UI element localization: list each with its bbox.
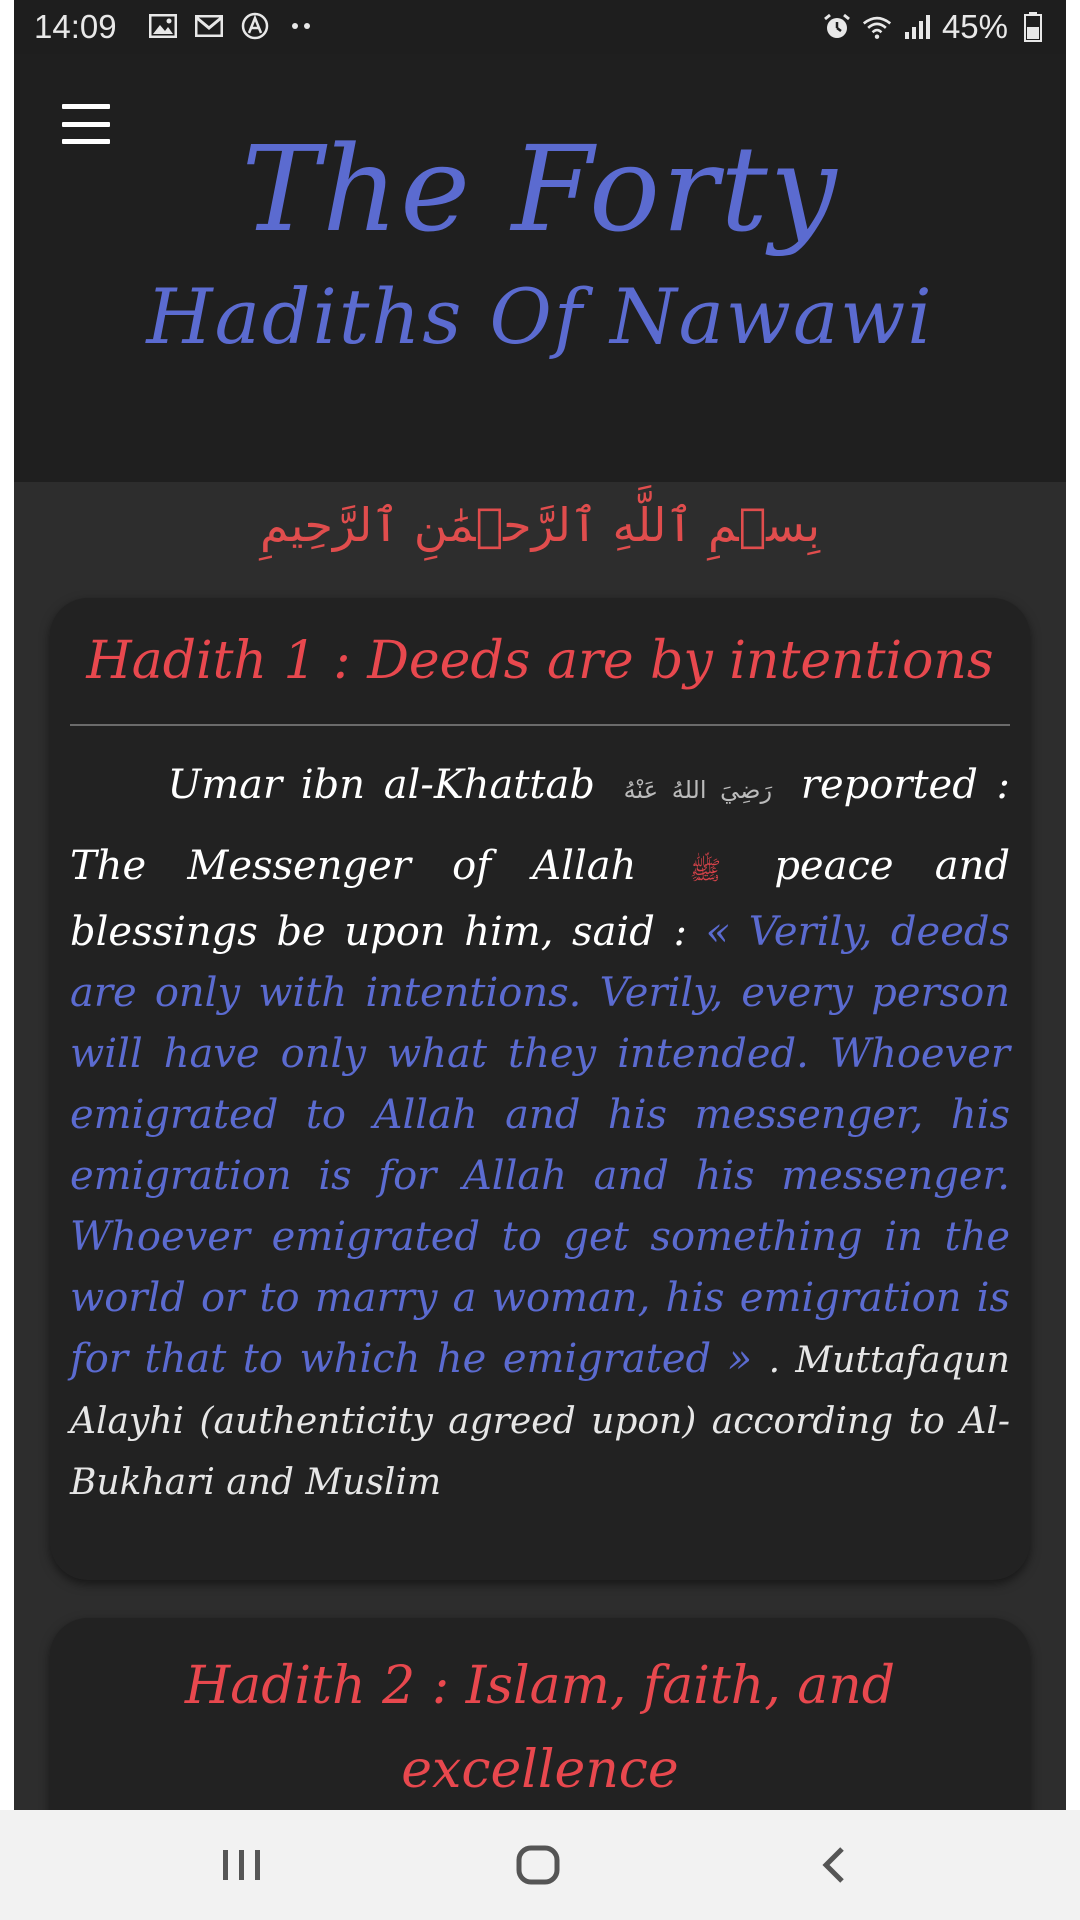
hadith-source: . Muttafaqun Alayhi (authenticity agreed upon) according to Al-Bukhari and Muslim bbox=[70, 1340, 1010, 1503]
narrator-honorific: رَضِيَ اللهُ عَنْهُ bbox=[623, 776, 773, 804]
gallery-icon bbox=[148, 12, 178, 40]
hadith-narrator bbox=[70, 762, 1010, 808]
basmala-calligraphy: بِسۡمِ ٱللَّهِ ٱلرَّحۡمَٰنِ ٱلرَّحِيمِ bbox=[259, 498, 821, 552]
hadith-body bbox=[70, 836, 1010, 1512]
hadith-intro-end: peace and blessings be upon him, said : bbox=[70, 843, 1010, 955]
app-header bbox=[14, 54, 1066, 482]
wifi-icon bbox=[862, 13, 892, 41]
status-icons-right bbox=[822, 8, 1048, 46]
narrator-name: Umar ibn al-Khattab bbox=[167, 762, 595, 808]
app-screen bbox=[14, 0, 1066, 1920]
narrator-suffix: reported : bbox=[800, 762, 1010, 808]
gmail-icon bbox=[194, 12, 224, 40]
autoupdate-icon bbox=[240, 12, 270, 40]
prophet-honorific: ﷺ bbox=[689, 856, 722, 886]
hadith-title: Hadith 1 : Deeds are by intentions bbox=[86, 631, 994, 691]
hadith-intro-start: The Messenger of Allah bbox=[70, 843, 637, 889]
alarm-icon bbox=[822, 13, 852, 41]
system-nav-bar bbox=[0, 1810, 1080, 1920]
battery-percent: 45% bbox=[941, 8, 1008, 45]
app-title-line2: Hadiths Of Nawawi bbox=[146, 272, 934, 361]
status-time: 14:09 bbox=[34, 8, 117, 45]
home-icon[interactable] bbox=[478, 1810, 598, 1920]
hadith-card[interactable] bbox=[50, 598, 1030, 1580]
recents-icon[interactable] bbox=[182, 1810, 302, 1920]
signal-icon bbox=[902, 13, 932, 41]
app-title-line1: The Forty bbox=[241, 120, 839, 258]
divider bbox=[70, 724, 1010, 726]
battery-icon bbox=[1018, 13, 1048, 41]
more-dots-icon bbox=[286, 12, 316, 40]
status-icons-left bbox=[148, 12, 316, 40]
back-icon[interactable] bbox=[774, 1810, 894, 1920]
hadith-quote: « Verily, deeds are only with intentions. Verily, every person will have only what they intended. Whoever emigrated to Allah and his messenger, his emigration is for Allah and his messenger. Whoever emigrated to get something in the world or to marry a woman, his emigration is for that to which he emigrated » bbox=[70, 909, 1010, 1382]
status-bar bbox=[14, 0, 1066, 54]
hadith-title: Hadith 2 : Islam, faith, and excellence bbox=[184, 1656, 896, 1800]
